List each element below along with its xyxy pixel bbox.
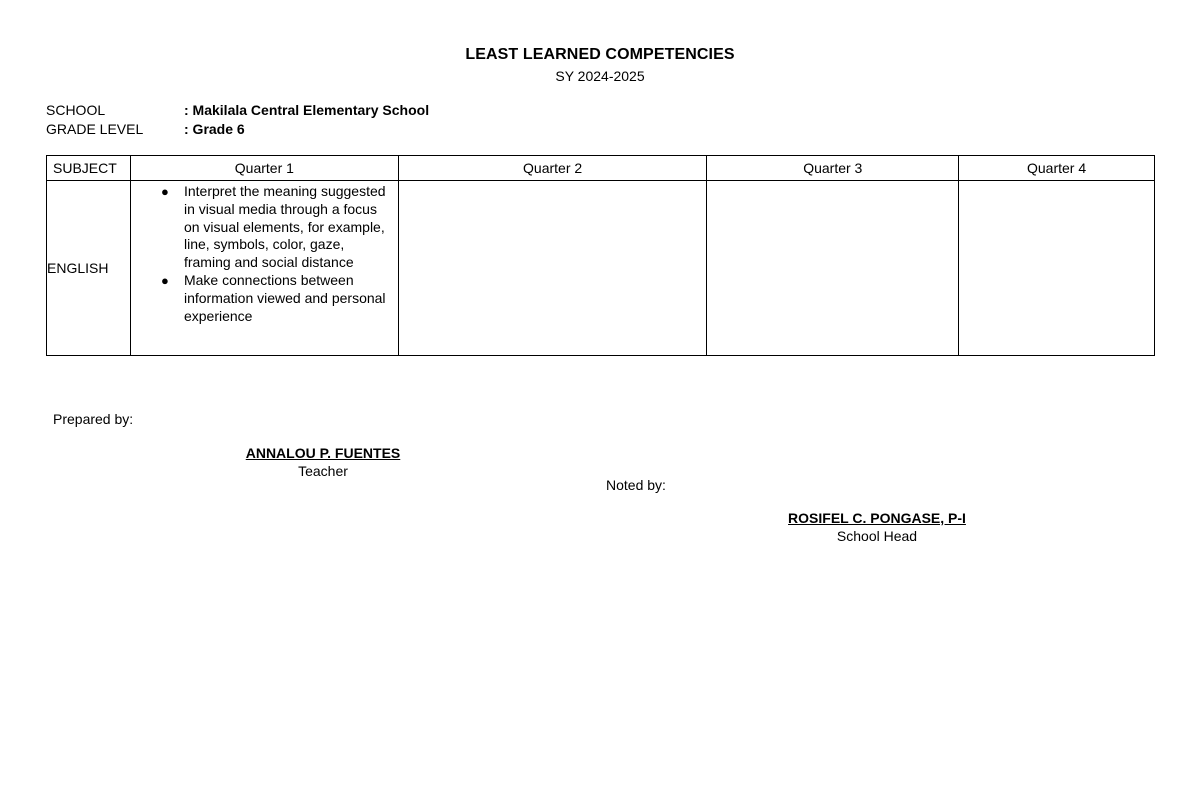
list-item	[131, 183, 390, 272]
grade-label: GRADE LEVEL	[46, 121, 144, 137]
bullet-icon: ●	[160, 272, 169, 288]
school-label: SCHOOL	[46, 102, 106, 118]
header-quarter-1: Quarter 1	[130, 156, 398, 181]
school-head-name: ROSIFEL C. PONGASE, P-I	[788, 510, 966, 526]
header-quarter-4: Quarter 4	[959, 156, 1155, 181]
school-head-role: School Head	[836, 528, 918, 544]
document-title: LEAST LEARNED COMPETENCIES	[465, 46, 735, 63]
quarter-4-cell	[959, 181, 1155, 356]
prepared-by-label: Prepared by:	[53, 411, 134, 427]
teacher-name: ANNALOU P. FUENTES	[245, 445, 401, 461]
table-row	[47, 181, 1155, 356]
noted-by-label: Noted by:	[606, 477, 666, 493]
grade-value: : Grade 6	[184, 121, 245, 137]
competency-text: Interpret the meaning suggested in visual media through a focus on visual elements, for example, line, symbols, color, gaze, framing and social distance	[183, 183, 386, 271]
quarter-2-cell	[398, 181, 707, 356]
school-info-row	[46, 102, 429, 118]
quarter-1-cell	[130, 181, 398, 356]
competency-text: Make connections between information viewed and personal experience	[183, 271, 386, 324]
header-subject: SUBJECT	[47, 156, 131, 181]
table-header-row	[47, 156, 1155, 181]
header-quarter-3: Quarter 3	[707, 156, 959, 181]
school-year: SY 2024-2025	[555, 68, 645, 84]
list-item	[131, 272, 390, 325]
grade-info-row	[46, 121, 245, 137]
subject-cell: ENGLISH	[47, 181, 131, 356]
bullet-icon: ●	[160, 184, 169, 199]
quarter-3-cell	[707, 181, 959, 356]
school-value: : Makilala Central Elementary School	[184, 102, 430, 118]
competencies-table	[46, 155, 1155, 356]
teacher-role: Teacher	[298, 463, 348, 479]
header-quarter-2: Quarter 2	[398, 156, 707, 181]
competency-list	[131, 181, 398, 337]
